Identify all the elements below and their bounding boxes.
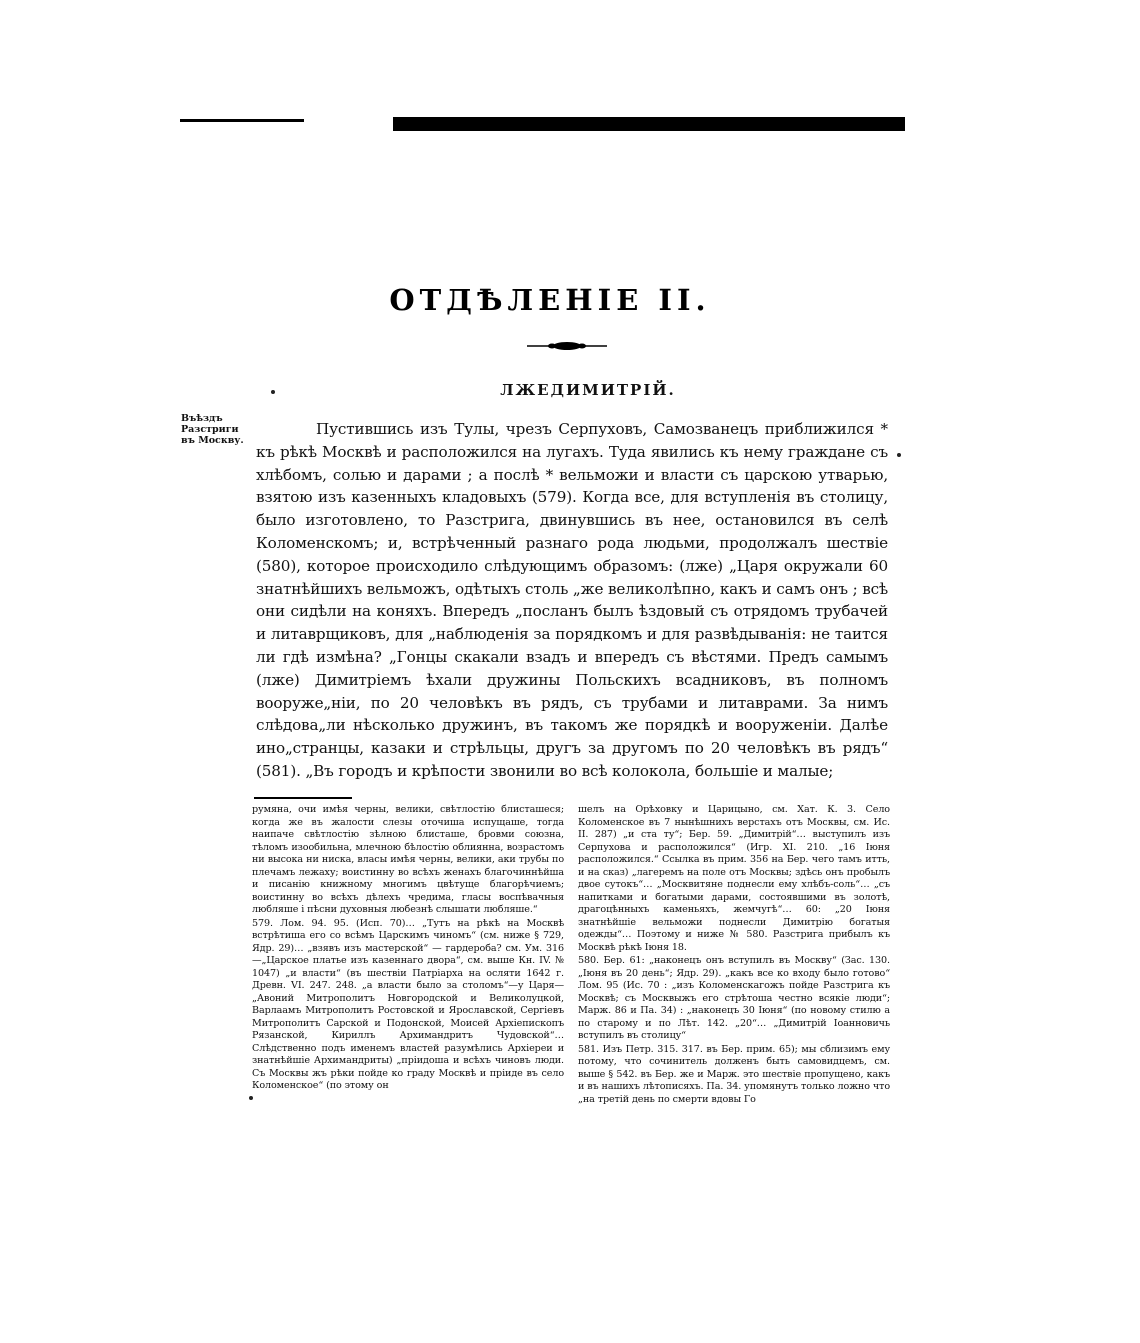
footnote-continuation: румяна, очи имѣя черны, велики, свѣтлостію блисташеся; когда же въ жалости слезы оточиша испущаше, тогда наипаче свѣтлостію зѣлною блисташе, бровми союзна, тѣломъ изообильна, млечною бѣлостію облиянна, возрастомъ ни высока ни ниска, власы имѣя черны, велики, аки трубы по плечамъ лежаху; воистинну во всѣхъ женахъ благочиннѣйша и писанію книжному многимъ цвѣтуще благорѣчиемъ; воистинну во всѣхъ дѣлехъ чредима, гласы воспѣвачныя любляше і пѣсни духовныя любезнѣ слышати любляше.“ <box>252 804 564 915</box>
footnote-579-continuation: шелъ на Орѣховку и Царицыно, см. Хат. К. 3. Село Коломенское въ 7 нынѣшнихъ верстахъ отъ Москвы, см. Ис. II. 287) „и ста ту“; Бер. 59. „Димитрій“… выступилъ изъ Серпухова и расположился“ (Игр. XI. 210. „16 Іюня расположился.“ Ссылка въ прим. 356 на Бер. чего тамъ итть, и на сказ) „лагеремъ на поле отъ Москвы; здѣсь онъ пробылъ двое сутокъ“… „Москвитяне поднесли ему хлѣбъ-соль“… „съ напитками и богатыми дарами, состоявшими въ золотѣ, драгоцѣнныхъ каменьяхъ, жемчугѣ“… 60: „20 Іюня знатнѣйшіе вельможи поднесли Димитрію богатыя одежды“… Поэтому и ниже № 580. Разстрига прибылъ къ Москвѣ рѣкѣ Іюня 18. <box>578 804 890 953</box>
chapter-subheading: ЛЖЕДИМИТРІЙ. <box>500 381 676 399</box>
specks <box>249 1096 253 1100</box>
ornament-divider-icon <box>527 338 607 354</box>
footnotes-left-column <box>252 804 564 1093</box>
header-rule-left <box>180 119 304 122</box>
footnote-581: 581. Изъ Петр. 315. 317. въ Бер. прим. 65); мы сблизимъ ему потому, что сочинитель долженъ быть самовидцемъ, см. выше § 542. въ Бер. же и Марж. это шествіе пропущено, какъ и въ нашихъ лѣтописяхъ. Па. 34. упомянутъ только ложно что „на третій день по смерти вдовы Го <box>578 1043 890 1105</box>
margin-note: Въѣздъ Разстриги въ Москву. <box>181 413 244 446</box>
header-rule-right <box>393 117 905 131</box>
specks <box>271 390 275 394</box>
footnote-579: 579. Лом. 94. 95. (Исп. 70)… „Тутъ на рѣкѣ на Москвѣ встрѣтиша его со всѣмъ Царскимъ чиномъ“ (см. ниже § 729, Ядр. 29)… „взявъ изъ мастерской“ — гардероба? см. Ум. 316—„Царское платье изъ казеннаго двора“, см. выше Кн. IV. № 1047) „и власти“ (въ шествіи Патріарха на осляти 1642 г. Древн. VI. 247. 248. „а власти было за столомъ“—у Царя—„Авоний Митрополитъ Новгородской и Великолуцкой, Варлаамъ Митрополитъ Ростовской и Ярославской, Сергіевъ Митрополитъ Сарской и Подонской, Моисей Архіепископъ Рязанской, Кириллъ Архимандритъ Чудовской“… Слѣдственно подъ именемъ властей разумѣлись Архіереи и знатнѣйшіе Архимандриты) „пріидоша и всѣхъ чиновъ люди. Съ Москвы жъ рѣки пойде ко граду Москвѣ и пріиде въ село Коломенское“ (по этому он <box>252 917 564 1091</box>
section-heading: ОТДѢЛЕНІЕ II. <box>389 283 711 317</box>
main-paragraph: Пустившись изъ Тулы, чрезъ Серпуховъ, Самозванецъ приближился * къ рѣкѣ Москвѣ и расположился на лугахъ. Туда явились къ нему граждане съ хлѣбомъ, солью и дарами ; а послѣ * вельможи и власти съ царскою утварью, взятою изъ казенныхъ кладовыхъ (579). Когда все, для вступленія въ столицу, было изготовлено, то Разстрига, двинувшись въ нее, остановился въ селѣ Коломенскомъ; и, встрѣченный разнаго рода людьми, продолжалъ шествіе (580), которое происходило слѣдующимъ образомъ: (лже) „Царя окружали 60 знатнѣйшихъ вельможъ, одѣтыхъ столь „же великолѣпно, какъ и самъ онъ ; всѣ они сидѣли на коняхъ. Впередъ „посланъ былъ ѣздовый съ отрядомъ трубачей и литаврщиковъ, для „наблюденія за порядкомъ и для развѣдыванія: не таится ли гдѣ измѣна? „Гонцы скакали взадъ и впередъ съ вѣстями. Предъ самымъ (лже) Димитріемъ ѣхали дружины Польскихъ всадниковъ, въ полномъ вооруже„ніи, по 20 человѣкъ въ рядъ, съ трубами и литаврами. За нимъ слѣдова„ли нѣсколько дружинъ, въ такомъ же порядкѣ и вооруженіи. Далѣе ино„странцы, казаки и стрѣльцы, другъ за другомъ по 20 человѣкъ въ рядъ“ (581). „Въ городъ и крѣпости звонили во всѣ колокола, большіе и малые; <box>256 420 888 780</box>
footnote-rule <box>254 797 352 799</box>
footnote-580: 580. Бер. 61: „наконецъ онъ вступилъ въ Москву“ (Зас. 130. „Іюня въ 20 день“; Ядр. 29). „какъ все ко входу было готово“ Лом. 95 (Ис. 70 : „изъ Коломенскагожъ пойде Разстрига къ Москвѣ; съ Москвыжъ его стрѣтоша честно всякіе люди“; Марж. 86 и Па. 34) : „наконецъ 30 Іюня“ (по новому стилю а по старому и по Лѣт. 142. „20“… „Димитрій Іоанновичь вступилъ въ столицу“ <box>578 955 890 1041</box>
specks <box>897 453 901 457</box>
footnotes-right-column <box>578 804 890 1106</box>
